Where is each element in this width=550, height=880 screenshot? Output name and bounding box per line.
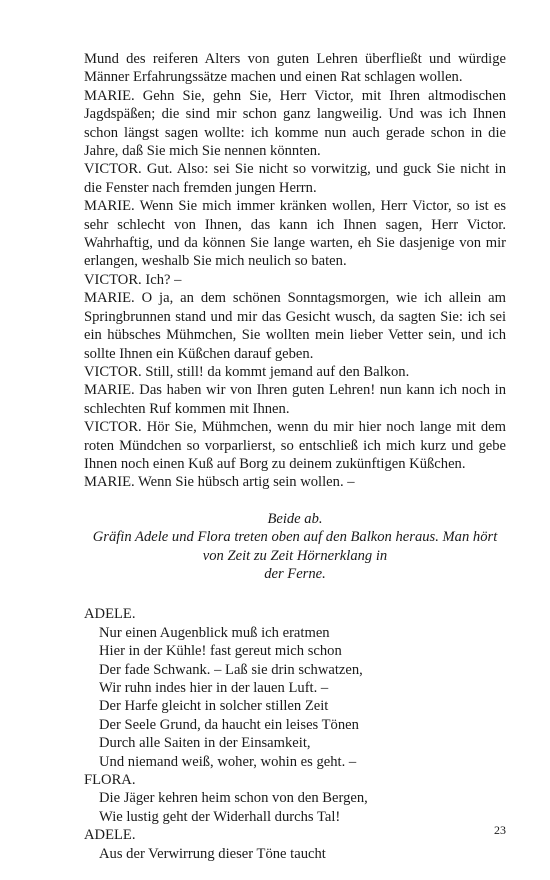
verse-line: Aus der Verwirrung dieser Töne taucht <box>99 845 326 862</box>
prose-paragraph: VICTOR. Gut. Also: sei Sie nicht so vorwitzig, und guck Sie nicht in die Fenster nach fremden jungen Herrn. <box>84 161 506 196</box>
prose-section <box>84 50 506 492</box>
verse-line: Der fade Schwank. – Laß sie drin schwatzen, <box>99 661 363 678</box>
stage-direction-line: der Ferne. <box>264 565 326 582</box>
verse-line: Wie lustig geht der Widerhall durchs Tal! <box>99 808 341 825</box>
verse-line: Wir ruhn indes hier in der lauen Luft. – <box>99 680 329 696</box>
stage-direction-line: Gräfin Adele und Flora treten oben auf den Balkon heraus. Man hört <box>92 529 498 546</box>
verse-line: Der Harfe gleicht in solcher stillen Zeit <box>99 698 329 715</box>
prose-paragraph: VICTOR. Hör Sie, Mühmchen, wenn du mir hier noch lange mit dem roten Mündchen so vorparlierst, so entschließ ich mich kurz und gebe Ihnen noch einen Kuß auf Borg zu deinem zukünftigen Küßchen. <box>84 419 506 472</box>
prose-paragraph: VICTOR. Ich? – <box>84 271 182 288</box>
stage-direction-line: von Zeit zu Zeit Hörnerklang in <box>202 547 388 564</box>
prose-paragraph: VICTOR. Still, still! da kommt jemand auf den Balkon. <box>84 363 410 380</box>
prose-paragraph: MARIE. Wenn Sie hübsch artig sein wollen. – <box>84 474 355 491</box>
verse-line: Durch alle Saiten in der Einsamkeit, <box>99 735 311 752</box>
prose-paragraph: MARIE. Das haben wir von Ihren guten Lehren! nun kann ich noch in schlechten Ruf kommen mit Ihnen. <box>84 382 506 417</box>
speaker-name: ADELE. <box>84 606 136 623</box>
prose-paragraph: MARIE. O ja, an dem schönen Sonntagsmorgen, wie ich allein am Springbrunnen stand und mir das Gesicht wusch, da sagten Sie: ich sei ein hübsches Mühmchen, Sie wollten mein lieber Vetter sein, und ich sollte Ihnen ein Küßchen darauf geben. <box>84 290 506 362</box>
page-body <box>84 50 506 863</box>
stage-direction <box>84 510 506 584</box>
verse-line: Hier in der Kühle! fast gereut mich schon <box>99 643 342 660</box>
verse-line: Die Jäger kehren heim schon von den Bergen, <box>99 790 368 807</box>
stage-direction-line: Beide ab. <box>267 510 323 527</box>
prose-paragraph: MARIE. Gehn Sie, gehn Sie, Herr Victor, mit Ihren altmodischen Jagdspäßen; die sind mir schon ganz langweilig. Und was ich Ihnen schon längst sagen wollte: ich komme nun auch gerade schon in die Jahre, daß Sie mich Sie nennen könnten. <box>84 87 506 160</box>
prose-paragraph: Mund des reiferen Alters von guten Lehren überfließt und würdige Männer Erfahrungssätze machen und einen Rat schlagen wollen. <box>84 51 506 86</box>
prose-paragraph: MARIE. Wenn Sie mich immer kränken wollen, Herr Victor, so ist es sehr schlecht von Ihnen, das kann ich Ihnen sagen, Herr Victor. Wahrhaftig, und da können Sie lange warten, eh Sie dasjenige von mir erlangen, weshalb Sie mich neulich so baten. <box>84 198 506 270</box>
speaker-name: ADELE. <box>84 827 136 844</box>
verse-line: Nur einen Augenblick muß ich eratmen <box>99 624 330 641</box>
verse-section <box>84 605 506 863</box>
page-number: 23 <box>494 823 506 837</box>
verse-line: Und niemand weiß, woher, wohin es geht. – <box>99 753 357 770</box>
speaker-name: FLORA. <box>84 772 136 789</box>
verse-line: Der Seele Grund, da haucht ein leises Tönen <box>99 716 359 733</box>
